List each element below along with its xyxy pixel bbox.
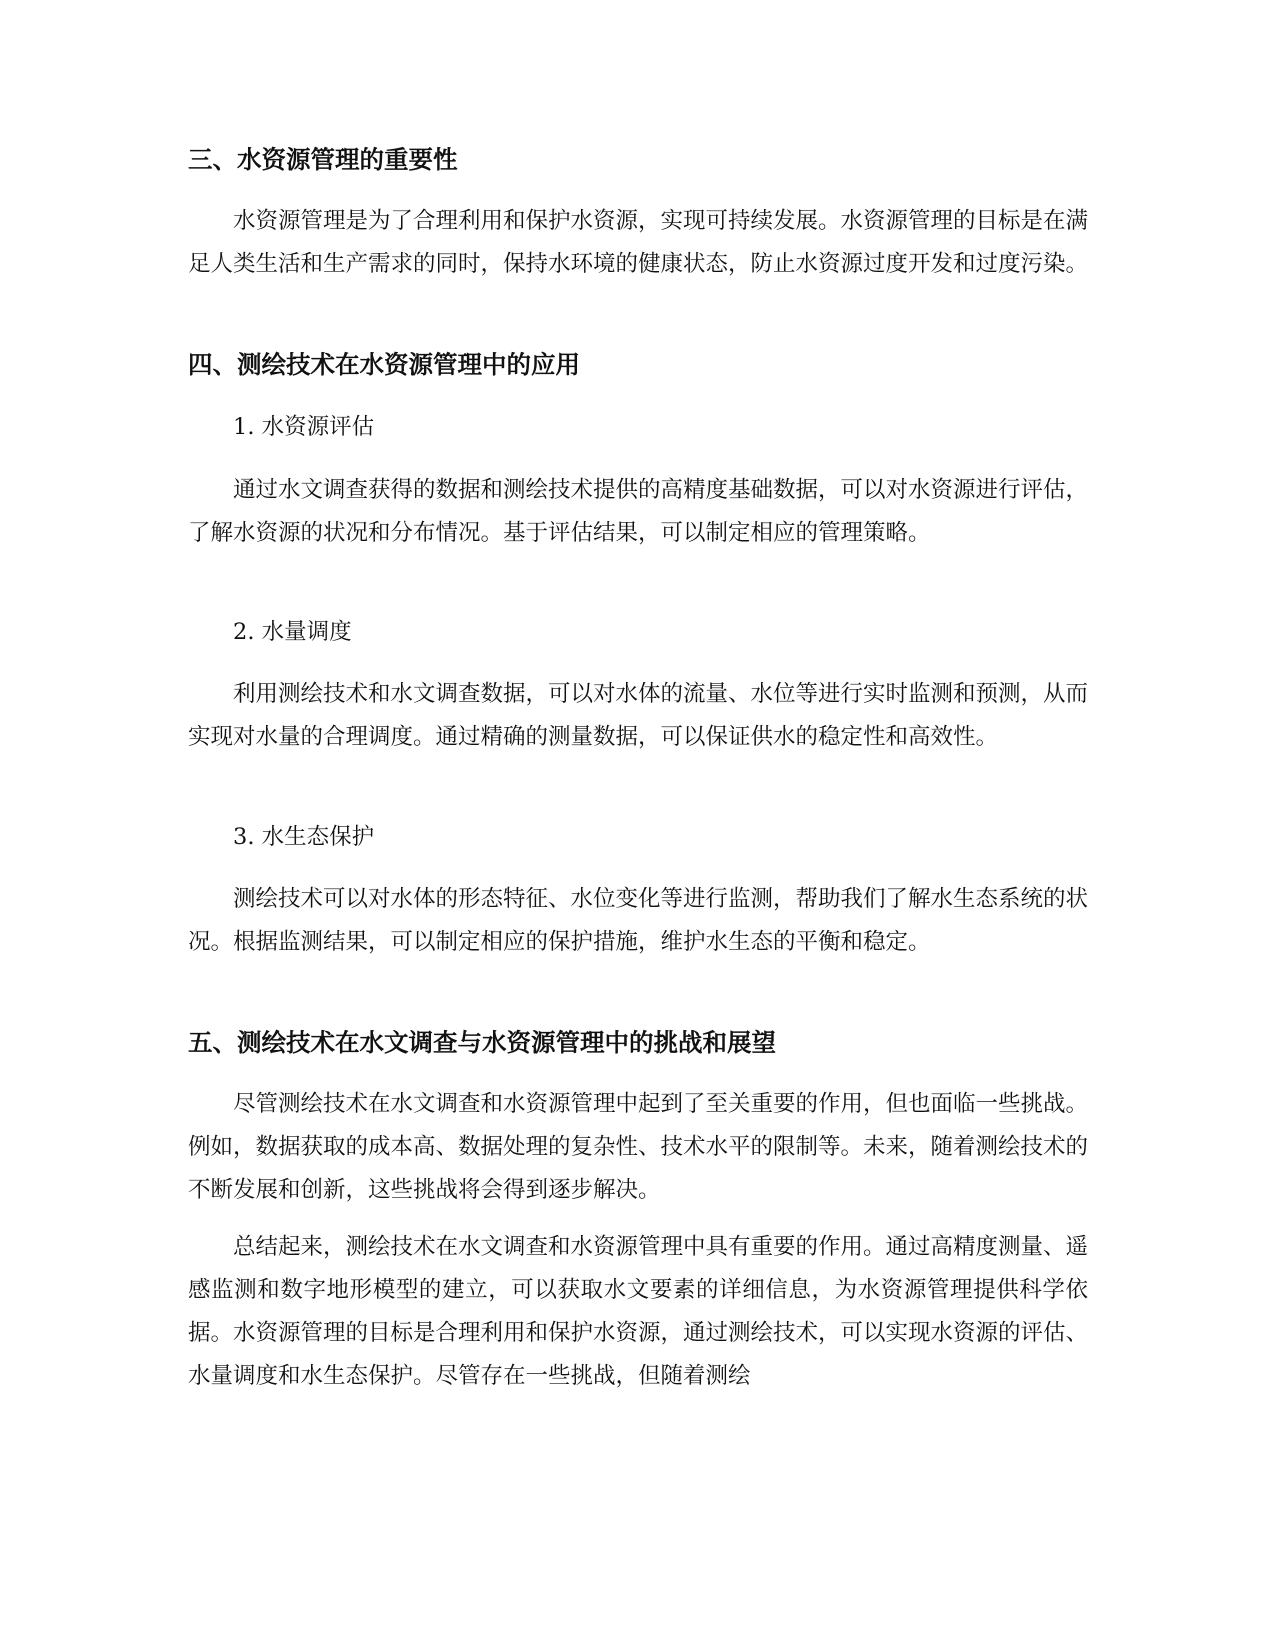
section-heading-5: 五、测绘技术在水文调查与水资源管理中的挑战和展望 (188, 1028, 776, 1057)
subsection-title-water-ecology: 3. 水生态保护 (233, 824, 375, 850)
subsection-title-water-dispatch: 2. 水量调度 (233, 619, 352, 645)
subsection-paragraph-water-assessment: 通过水文调查获得的数据和测绘技术提供的高精度基础数据，可以对水资源进行评估，了解水资源的状况和分布情况。基于评估结果，可以制定相应的管理策略。 (188, 477, 1089, 546)
section-heading-4: 四、测绘技术在水资源管理中的应用 (188, 350, 580, 379)
subsection-paragraph-water-dispatch: 利用测绘技术和水文调查数据，可以对水体的流量、水位等进行实时监测和预测，从而实现对水量的合理调度。通过精确的测量数据，可以保证供水的稳定性和高效性。 (188, 681, 1089, 750)
section-3-paragraph: 水资源管理是为了合理利用和保护水资源，实现可持续发展。水资源管理的目标是在满足人类生活和生产需求的同时，保持水环境的健康状态，防止水资源过度开发和过度污染。 (188, 208, 1089, 277)
subsection-paragraph-water-ecology: 测绘技术可以对水体的形态特征、水位变化等进行监测，帮助我们了解水生态系统的状况。根据监测结果，可以制定相应的保护措施，维护水生态的平衡和稳定。 (188, 886, 1089, 955)
subsection-title-water-assessment: 1. 水资源评估 (233, 414, 375, 440)
section-5-paragraph-challenges: 尽管测绘技术在水文调查和水资源管理中起到了至关重要的作用，但也面临一些挑战。例如，数据获取的成本高、数据处理的复杂性、技术水平的限制等。未来，随着测绘技术的不断发展和创新，这些挑战将会得到逐步解决。 (188, 1091, 1089, 1203)
section-heading-3: 三、水资源管理的重要性 (188, 145, 458, 174)
section-5-paragraph-summary: 总结起来，测绘技术在水文调查和水资源管理中具有重要的作用。通过高精度测量、遥感监测和数字地形模型的建立，可以获取水文要素的详细信息，为水资源管理提供科学依据。水资源管理的目标是合理利用和保护水资源，通过测绘技术，可以实现水资源的评估、水量调度和水生态保护。尽管存在一些挑战，但随着测绘 (188, 1234, 1089, 1389)
